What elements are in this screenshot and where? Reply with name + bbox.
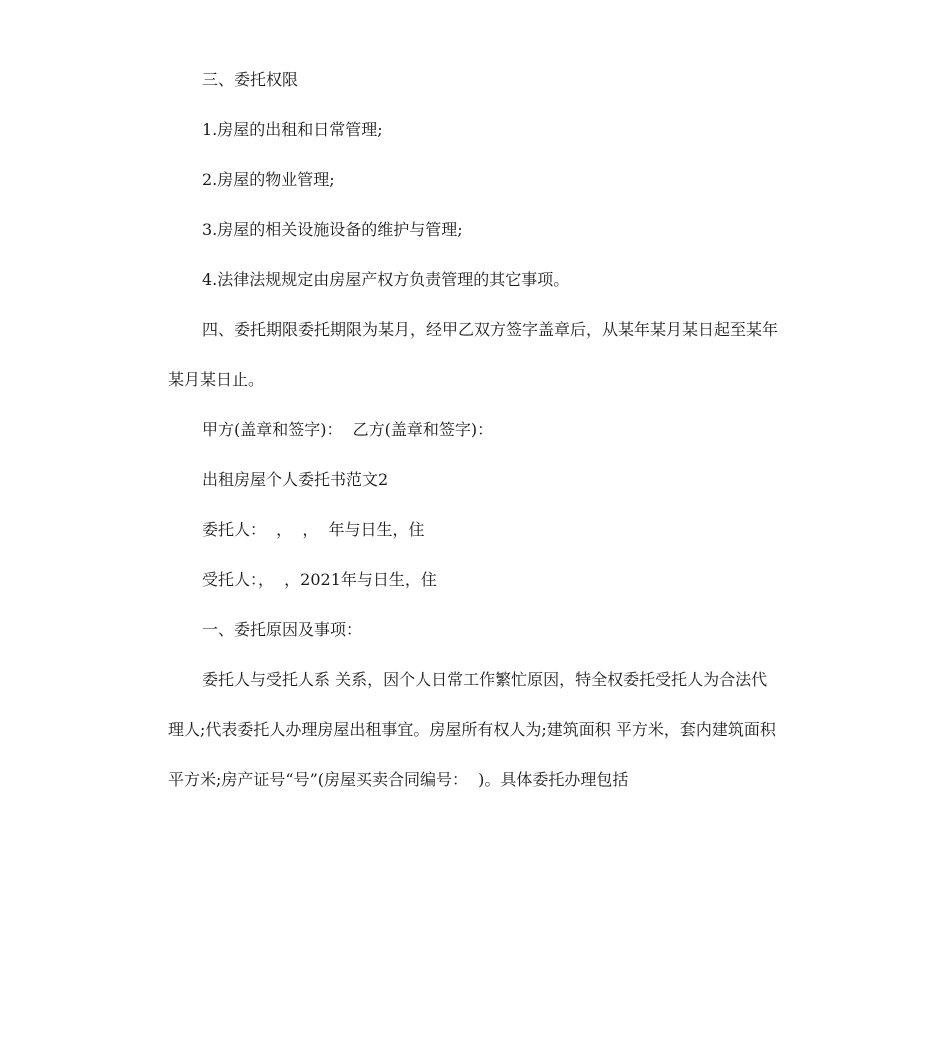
- section-heading-reason: 一、委托原因及事项：: [202, 620, 363, 639]
- agent-line: 受托人：， ，2021年与日生，住: [202, 570, 437, 589]
- section-term-paragraph: 四、委托期限委托期限为某月，经甲乙双方签字盖章后，从某年某月某日起至某年某月某日止。: [168, 320, 779, 389]
- authority-item-3: 3.房屋的相关设施设备的维护与管理;: [202, 220, 463, 239]
- authority-item-4: 4.法律法规规定由房屋产权方负责管理的其它事项。: [202, 270, 570, 289]
- document-subtitle: 出租房屋个人委托书范文2: [202, 470, 389, 489]
- principal-line: 委托人： ， ， 年与日生，住: [202, 520, 425, 539]
- reason-paragraph: 委托人与受托人系 关系，因个人日常工作繁忙原因，特全权委托受托人为合法代理人;代表委托人办理房屋出租事宜。房屋所有权人为;建筑面积 平方米，套内建筑面积 平方米;房产证号“号”(房屋买卖合同编号： )。具体委托办理包括: [168, 670, 781, 789]
- authority-item-2: 2.房屋的物业管理;: [202, 170, 335, 189]
- signature-line: 甲方(盖章和签字)： 乙方(盖章和签字)：: [202, 420, 494, 439]
- section-heading-authority: 三、委托权限: [202, 70, 299, 89]
- authority-item-1: 1.房屋的出租和日常管理;: [202, 120, 383, 139]
- document-page: [168, 55, 780, 805]
